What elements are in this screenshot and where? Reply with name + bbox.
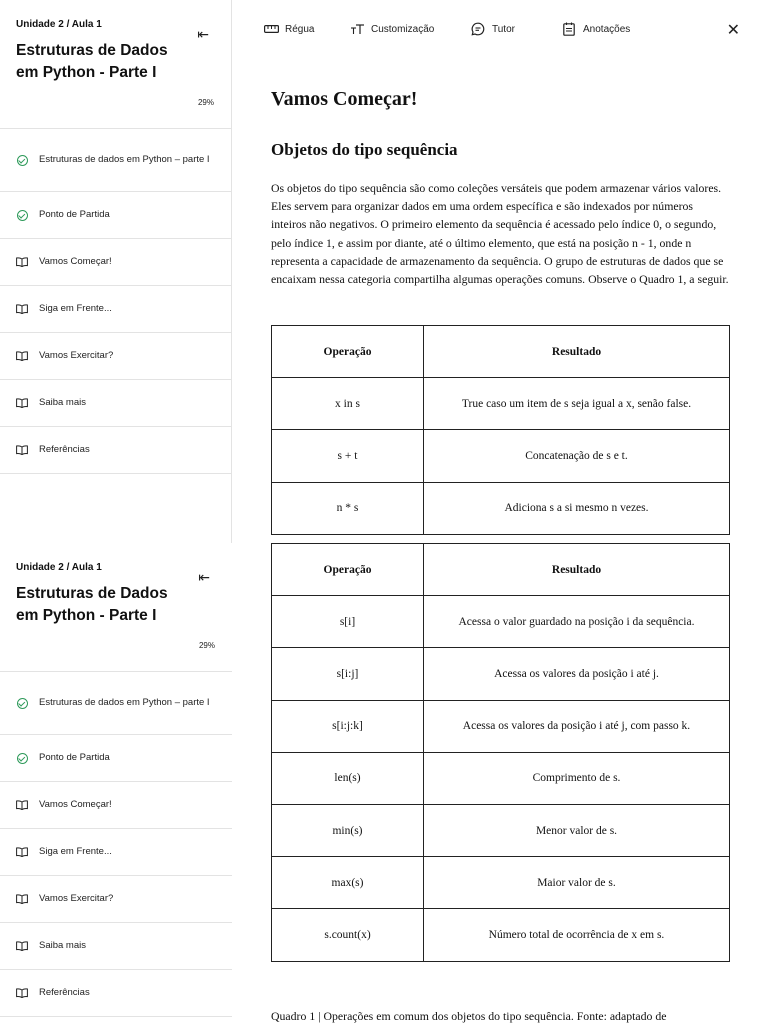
operation-cell: s[i] — [272, 596, 424, 648]
result-cell: Maior valor de s. — [424, 857, 730, 909]
sidebar-item[interactable] — [0, 333, 231, 380]
sidebar-item-label: Vamos Começar! — [39, 256, 112, 267]
sidebar-item[interactable] — [0, 672, 232, 735]
book-icon — [16, 397, 28, 409]
result-cell: Comprimento de s. — [424, 752, 730, 804]
result-cell: Concatenação de s e t. — [424, 430, 730, 482]
page-title: Vamos Começar! — [271, 88, 418, 110]
check-circle-icon — [16, 154, 28, 166]
tutor-button[interactable] — [470, 22, 515, 36]
column-header: Operação — [272, 544, 424, 596]
result-cell: Adiciona s a si mesmo n vezes. — [424, 482, 730, 534]
operation-cell: len(s) — [272, 752, 424, 804]
result-cell: Número total de ocorrência de x em s. — [424, 909, 730, 961]
notes-button[interactable] — [561, 22, 630, 36]
table-header-row — [272, 544, 730, 596]
chat-bubble-icon — [470, 22, 486, 36]
text-size-icon — [349, 22, 365, 36]
operations-table-2 — [271, 543, 730, 962]
sidebar-list — [0, 129, 231, 474]
operations-table-1 — [271, 325, 730, 535]
sidebar-item[interactable] — [0, 923, 232, 970]
table-row — [272, 430, 730, 482]
sidebar-item-label: Vamos Exercitar? — [39, 893, 114, 904]
operation-cell: s.count(x) — [272, 909, 424, 961]
sidebar-list — [0, 672, 232, 1017]
sidebar-item-label: Saiba mais — [39, 940, 86, 951]
table-header-row — [272, 326, 730, 378]
result-cell: Acessa os valores da posição i até j, com passo k. — [424, 700, 730, 752]
ruler-button[interactable] — [263, 22, 314, 36]
reader-toolbar — [233, 0, 768, 60]
result-cell: Acessa o valor guardado na posição i da sequência. — [424, 596, 730, 648]
sidebar-item[interactable] — [0, 129, 231, 192]
sidebar-item-label: Vamos Começar! — [39, 799, 112, 810]
table-caption: Quadro 1 | Operações em comum dos objetos do tipo sequência. Fonte: adaptado de — [271, 1009, 667, 1023]
check-circle-icon — [16, 752, 28, 764]
table-row — [272, 804, 730, 856]
sidebar-item-label: Siga em Frente... — [39, 846, 112, 857]
sidebar-item-label: Vamos Exercitar? — [39, 350, 114, 361]
sidebar-item[interactable] — [0, 876, 232, 923]
close-icon[interactable]: ✕ — [726, 22, 740, 39]
check-circle-icon — [16, 697, 28, 709]
sidebar-item-label: Ponto de Partida — [39, 752, 110, 763]
book-icon — [16, 444, 28, 456]
progress-percent: 29% — [197, 98, 214, 107]
result-cell: Menor valor de s. — [424, 804, 730, 856]
result-cell: True caso um item de s seja igual a x, senão false. — [424, 378, 730, 430]
sidebar-item-label: Ponto de Partida — [39, 209, 110, 220]
check-circle-icon — [16, 209, 28, 221]
section-title: Objetos do tipo sequência — [271, 140, 458, 159]
progress-percent: 29% — [198, 641, 215, 650]
collapse-sidebar-icon[interactable]: ⇤ — [198, 569, 210, 585]
sidebar-item[interactable] — [0, 782, 232, 829]
sidebar-item[interactable] — [0, 192, 231, 239]
column-header: Resultado — [424, 326, 730, 378]
sidebar-item-label: Referências — [39, 444, 90, 455]
book-icon — [16, 303, 28, 315]
notes-label: Anotações — [583, 23, 631, 35]
collapse-sidebar-icon[interactable]: ⇤ — [197, 26, 209, 42]
sidebar-item-label: Siga em Frente... — [39, 303, 112, 314]
customization-button[interactable] — [349, 22, 434, 36]
table-row — [272, 482, 730, 534]
column-header: Operação — [272, 326, 424, 378]
sidebar-duplicate — [0, 543, 232, 1024]
operation-cell: s + t — [272, 430, 424, 482]
book-icon — [16, 799, 28, 811]
operation-cell: s[i:j:k] — [272, 700, 424, 752]
operation-cell: max(s) — [272, 857, 424, 909]
table-row — [272, 378, 730, 430]
book-icon — [16, 846, 28, 858]
table-row — [272, 909, 730, 961]
table-row — [272, 752, 730, 804]
operation-cell: s[i:j] — [272, 648, 424, 700]
result-cell: Acessa os valores da posição i até j. — [424, 648, 730, 700]
book-icon — [16, 987, 28, 999]
tutor-label: Tutor — [492, 23, 515, 35]
sidebar-item-label: Estruturas de dados em Python – parte I — [39, 697, 210, 708]
sidebar-item[interactable] — [0, 829, 232, 876]
unit-label: Unidade 2 / Aula 1 — [16, 562, 102, 573]
operation-cell: min(s) — [272, 804, 424, 856]
book-icon — [16, 256, 28, 268]
book-icon — [16, 893, 28, 905]
customization-label: Customização — [371, 23, 435, 35]
ruler-label: Régua — [285, 23, 315, 35]
notepad-icon — [561, 22, 577, 36]
intro-paragraph: Os objetos do tipo sequência são como coleções versáteis que podem armazenar vários valores. Eles servem para organizar dados em uma ordem específica e são indexados por números inteiros não negativos. O primeiro elemento da sequência é acessado pelo índice 0, o segundo, pelo índice 1, e assim por diante, até o último elemento, que está na posição n - 1, onde n representa a capacidade de armazenamento da sequência. O grupo de estruturas de dados que se encaixam nessa categoria compartilha algumas operações comuns. Observe o Quadro 1, a seguir. — [271, 181, 729, 287]
sidebar-item-label: Referências — [39, 987, 90, 998]
book-icon — [16, 350, 28, 362]
table-row — [272, 596, 730, 648]
column-header: Resultado — [424, 544, 730, 596]
sidebar-item[interactable] — [0, 735, 232, 782]
operation-cell: n * s — [272, 482, 424, 534]
table-row — [272, 648, 730, 700]
sidebar-item-label: Saiba mais — [39, 397, 86, 408]
sidebar-header — [0, 543, 232, 672]
book-icon — [16, 940, 28, 952]
sidebar-item[interactable] — [0, 970, 232, 1017]
sidebar-item[interactable] — [0, 286, 231, 333]
sidebar-header — [0, 0, 231, 129]
sidebar-item[interactable] — [0, 380, 231, 427]
table-row — [272, 857, 730, 909]
sidebar-item[interactable] — [0, 239, 231, 286]
sidebar-item-label: Estruturas de dados em Python – parte I — [39, 154, 210, 165]
unit-label: Unidade 2 / Aula 1 — [16, 19, 102, 30]
lesson-title: Estruturas de Dados em Python - Parte I — [16, 42, 168, 81]
sidebar-item[interactable] — [0, 427, 231, 474]
table-row — [272, 700, 730, 752]
lesson-title: Estruturas de Dados em Python - Parte I — [16, 585, 168, 624]
operation-cell: x in s — [272, 378, 424, 430]
ruler-icon — [263, 22, 279, 36]
